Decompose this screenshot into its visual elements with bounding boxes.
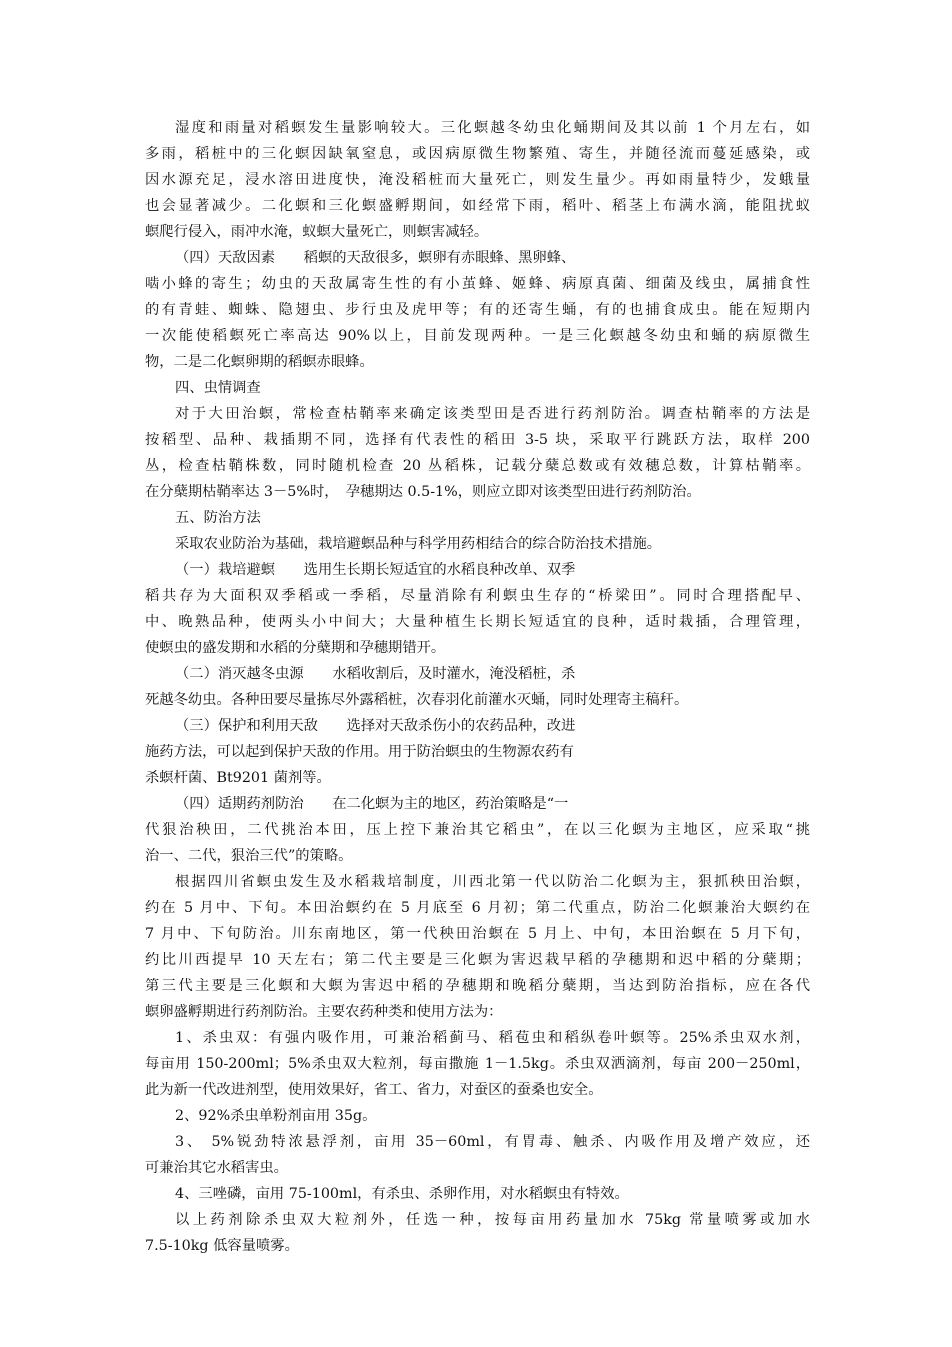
section-heading-survey: 四、虫情调查 bbox=[175, 380, 261, 396]
paragraph-line: 湿度和雨量对稻螟发生量影响较大。三化螟越冬幼虫化蛹期间及其以前 1 个月左右，如 bbox=[175, 120, 810, 136]
paragraph-line: 啮小蜂的寄生；幼虫的天敌属寄生性的有小茧蜂、姬蜂、病原真菌、细菌及线虫，属捕食性 bbox=[145, 276, 810, 292]
paragraph-line: 可兼治其它水稻害虫。 bbox=[145, 1160, 288, 1176]
paragraph-line: 因水源充足，浸水溶田进度快，淹没稻桩而大量死亡，则发生量少。再如雨量特少，发蛾量 bbox=[145, 172, 810, 188]
paragraph-line: 多雨，稻桩中的三化螟因缺氧窒息，或因病原微生物繁殖、寄生，并随径流而蔓延感染，或 bbox=[145, 146, 810, 162]
paragraph-line: 代狠治秧田，二代挑治本田，压上控下兼治其它稻虫”，在以三化螟为主地区，应采取“挑 bbox=[145, 822, 810, 838]
subsection-heading-protect-enemies: （三）保护和利用天敌 选择对天敌杀伤小的农药品种，改进 bbox=[175, 718, 576, 734]
paragraph-line: 的有青蛙、蜘蛛、隐翅虫、步行虫及虎甲等；有的还寄生蛹，有的也捕食成虫。能在短期内 bbox=[145, 302, 810, 318]
subsection-heading-cultivation: （一）栽培避螟 选用生长期长短适宜的水稻良种改单、双季 bbox=[175, 562, 576, 578]
paragraph-line: 对于大田治螟，常检查枯鞘率来确定该类型田是否进行药剂防治。调查枯鞘率的方法是 bbox=[175, 406, 810, 422]
paragraph-line: 死越冬幼虫。各种田要尽量拣尽外露稻桩，次春羽化前灌水灭蛹，同时处理寄主稿秆。 bbox=[145, 692, 689, 708]
paragraph-line: 7 月中、下旬防治。川东南地区，第一代秧田治螟在 5 月上、中旬，本田治螟在 5 月下旬， bbox=[145, 926, 810, 942]
paragraph-line: 螟卵盛孵期进行药剂防治。主要农药种类和使用方法为： bbox=[145, 1004, 503, 1020]
paragraph-line: 杀螟杆菌、Bt9201 菌剂等。 bbox=[145, 770, 331, 786]
section-heading-natural-enemies: （四）天敌因素 稻螟的天敌很多，螟卵有赤眼蜂、黑卵蜂、 bbox=[175, 250, 576, 266]
paragraph-line: 一次能使稻螟死亡率高达 90%以上，目前发现两种。一是三化螟越冬幼虫和蛹的病原微生 bbox=[145, 328, 810, 344]
document-body bbox=[145, 115, 810, 1259]
paragraph-line: 第三代主要是三化螟和大螟为害迟中稻的孕穗期和晚稻分蘖期，当达到防治指标，应在各代 bbox=[145, 978, 810, 994]
paragraph-line: 丛，检查枯鞘株数，同时随机检查 20 丛稻株，记载分蘖总数或有效穗总数，计算枯鞘率。 bbox=[145, 458, 810, 474]
paragraph-line: 约比川西提早 10 天左右；第二代主要是三化螟为害迟栽早稻的孕穗期和迟中稻的分蘖期； bbox=[145, 952, 810, 968]
paragraph-line: 约在 5 月中、下旬。本田治螟约在 5 月底至 6 月初；第二代重点，防治二化螟兼治大螟约在 bbox=[145, 900, 810, 916]
subsection-heading-chemical-control: （四）适期药剂防治 在二化螟为主的地区，药治策略是“一 bbox=[175, 796, 569, 812]
paragraph-line: 螟爬行侵入，雨冲水淹，蚁螟大量死亡，则螟害减轻。 bbox=[145, 224, 489, 240]
paragraph-line: 也会显著减少。二化螟和三化螟盛孵期间，如经常下雨，稻叶、稻茎上布满水滴，能阻扰蚁 bbox=[145, 198, 810, 214]
list-item-pesticide-4: 4、三唑磷，亩用 75-100ml，有杀虫、杀卵作用，对水稻螟虫有特效。 bbox=[175, 1186, 629, 1202]
paragraph-line: 根据四川省螟虫发生及水稻栽培制度，川西北第一代以防治二化螟为主，狠抓秧田治螟， bbox=[175, 874, 810, 890]
paragraph-line: 按稻型、品种、栽插期不同，选择有代表性的稻田 3-5 块，采取平行跳跃方法，取样 200 bbox=[145, 432, 810, 448]
paragraph-line: 在分蘖期枯鞘率达 3－5%时， 孕穗期达 0.5-1%，则应立即对该类型田进行药剂防治。 bbox=[145, 484, 701, 500]
list-item-pesticide-3: 3、 5%锐劲特浓悬浮剂，亩用 35－60ml，有胃毒、触杀、内吸作用及增产效应，还 bbox=[175, 1134, 810, 1150]
paragraph-line: 以上药剂除杀虫双大粒剂外，任选一种，按每亩用药量加水 75kg 常量喷雾或加水 bbox=[175, 1212, 810, 1228]
paragraph-line: 采取农业防治为基础，栽培避螟品种与科学用药相结合的综合防治技术措施。 bbox=[175, 536, 662, 552]
paragraph-line: 稻共存为大面积双季稻或一季稻，尽量消除有利螟虫生存的“桥梁田”。同时合理搭配早、 bbox=[145, 588, 810, 604]
paragraph-line: 7.5-10kg 低容量喷雾。 bbox=[145, 1238, 299, 1254]
paragraph-line: 物，二是二化螟卵期的稻螟赤眼蜂。 bbox=[145, 354, 374, 370]
paragraph-line: 施药方法，可以起到保护天敌的作用。用于防治螟虫的生物源农药有 bbox=[145, 744, 574, 760]
list-item-pesticide-1: 1、杀虫双：有强内吸作用，可兼治稻蓟马、稻苞虫和稻纵卷叶螟等。25%杀虫双水剂， bbox=[175, 1030, 810, 1046]
subsection-heading-overwintering: （二）消灭越冬虫源 水稻收割后，及时灌水，淹没稻桩，杀 bbox=[175, 666, 576, 682]
paragraph-line: 此为新一代改进剂型，使用效果好，省工、省力，对蚕区的蚕桑也安全。 bbox=[145, 1082, 603, 1098]
section-heading-control: 五、防治方法 bbox=[175, 510, 261, 526]
list-item-pesticide-2: 2、92%杀虫单粉剂亩用 35g。 bbox=[175, 1108, 377, 1124]
paragraph-line: 使螟虫的盛发期和水稻的分蘖期和孕穗期错开。 bbox=[145, 640, 446, 656]
paragraph-line: 中、晚熟品种，使两头小中间大；大量种植生长期长短适宜的良种，适时栽插，合理管理， bbox=[145, 614, 810, 630]
paragraph-line: 每亩用 150-200ml；5%杀虫双大粒剂，每亩撒施 1－1.5kg。杀虫双洒滴剂，每亩 200－250ml， bbox=[145, 1056, 810, 1072]
paragraph-line: 治一、二代，狠治三代”的策略。 bbox=[145, 848, 353, 864]
